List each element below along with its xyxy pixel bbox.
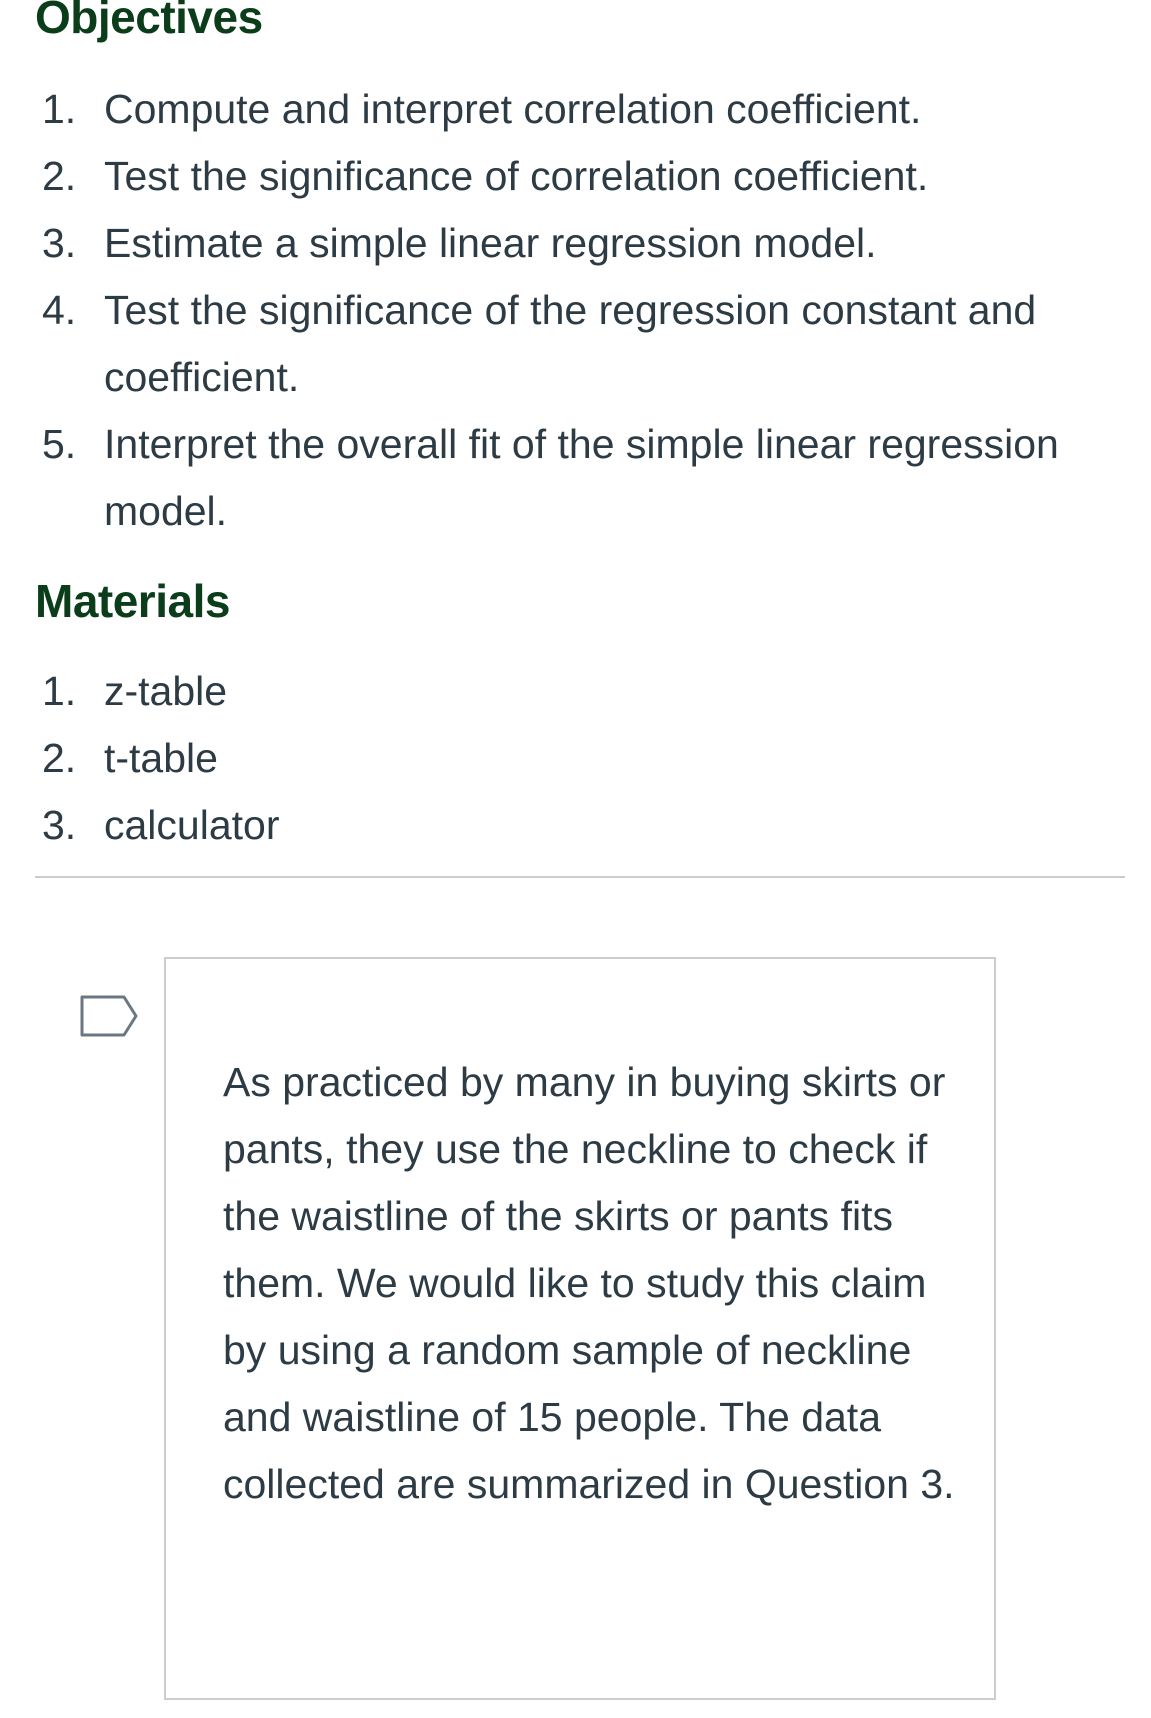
list-item-number: 5. [42, 421, 77, 467]
list-item-number: 1. [42, 668, 77, 714]
list-item-number: 2. [42, 153, 77, 199]
list-item-text: Test the significance of correlation coefficient. [104, 153, 929, 199]
list-item-text: z-table [104, 668, 228, 714]
tag-outline-icon[interactable] [80, 995, 138, 1037]
list-item-number: 2. [42, 735, 77, 781]
list-item-number: 1. [42, 86, 77, 132]
question-content-box [164, 957, 996, 1700]
list-item-text: Estimate a simple linear regression model. [104, 220, 877, 266]
list-item-number: 3. [42, 802, 77, 848]
list-item [0, 725, 1124, 792]
materials-heading: Materials [35, 575, 230, 627]
list-item-text: Test the significance of the regression constant and coefficient. [104, 287, 1037, 400]
list-item [0, 792, 1124, 859]
list-item-text: Compute and interpret correlation coefficient. [104, 86, 922, 132]
materials-list [0, 658, 1124, 859]
list-item-text: calculator [104, 802, 280, 848]
section-divider [35, 876, 1125, 878]
list-item-number: 3. [42, 220, 77, 266]
list-item [0, 658, 1124, 725]
list-item [0, 210, 1124, 277]
list-item-number: 4. [42, 287, 77, 333]
list-item [0, 277, 1124, 411]
list-item-text: Interpret the overall fit of the simple linear regression model. [104, 421, 1059, 534]
objectives-list [0, 76, 1124, 545]
question-text: As practiced by many in buying skirts or pants, they use the neckline to check if the waistline of the skirts or pants fits them. We would like to study this claim by using a random sample of neckline and waistline of 15 people. The data collected are summarized in Question 3. [223, 1059, 955, 1507]
list-item [0, 143, 1124, 210]
list-item-text: t-table [104, 735, 218, 781]
list-item [0, 411, 1124, 545]
objectives-heading: Objectives [35, 0, 263, 43]
list-item [0, 76, 1124, 143]
